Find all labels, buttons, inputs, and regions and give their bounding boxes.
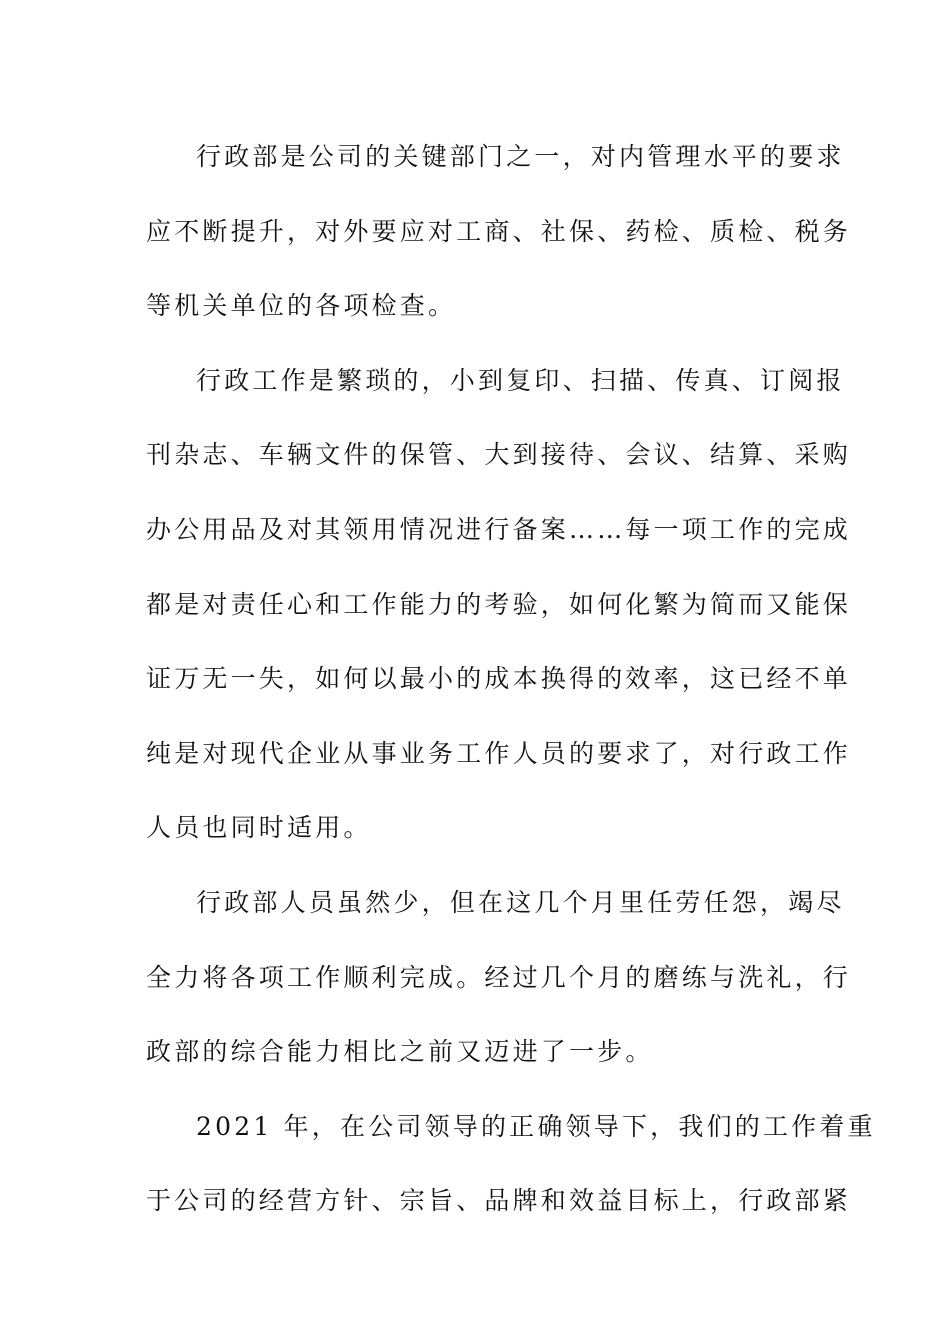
paragraph-line: 于公司的经营方针、宗旨、品牌和效益目标上，行政部紧	[146, 1186, 852, 1216]
paragraph-line: 刊杂志、车辆文件的保管、大到接待、会议、结算、采购	[146, 440, 852, 470]
paragraph-1	[146, 120, 852, 344]
paragraph-line: 全力将各项工作顺利完成。经过几个月的磨练与洗礼，行	[146, 962, 852, 992]
document-body	[146, 120, 876, 1239]
paragraph-line: 都是对责任心和工作能力的考验，如何化繁为简而又能保	[146, 589, 852, 619]
paragraph-line: 办公用品及对其领用情况进行备案……每一项工作的完成	[146, 514, 852, 544]
paragraph-line: 2021 年，在公司领导的正确领导下，我们的工作着重	[196, 1111, 876, 1141]
paragraph-line: 纯是对现代企业从事业务工作人员的要求了，对行政工作	[146, 738, 852, 768]
paragraph-line: 证万无一失，如何以最小的成本换得的效率，这已经不单	[146, 664, 852, 694]
paragraph-line: 等机关单位的各项检查。	[146, 291, 457, 321]
paragraph-line: 行政部人员虽然少，但在这几个月里任劳任怨，竭尽	[196, 887, 845, 917]
paragraph-2	[146, 344, 852, 866]
paragraph-3	[146, 866, 852, 1090]
paragraph-4	[146, 1090, 876, 1239]
paragraph-line: 应不断提升，对外要应对工商、社保、药检、质检、税务	[146, 216, 852, 246]
paragraph-line: 人员也同时适用。	[146, 813, 372, 843]
paragraph-line: 行政部是公司的关键部门之一，对内管理水平的要求	[196, 142, 845, 171]
paragraph-line: 政部的综合能力相比之前又迈进了一步。	[146, 1037, 654, 1067]
paragraph-line: 行政工作是繁琐的，小到复印、扫描、传真、订阅报	[196, 365, 845, 395]
